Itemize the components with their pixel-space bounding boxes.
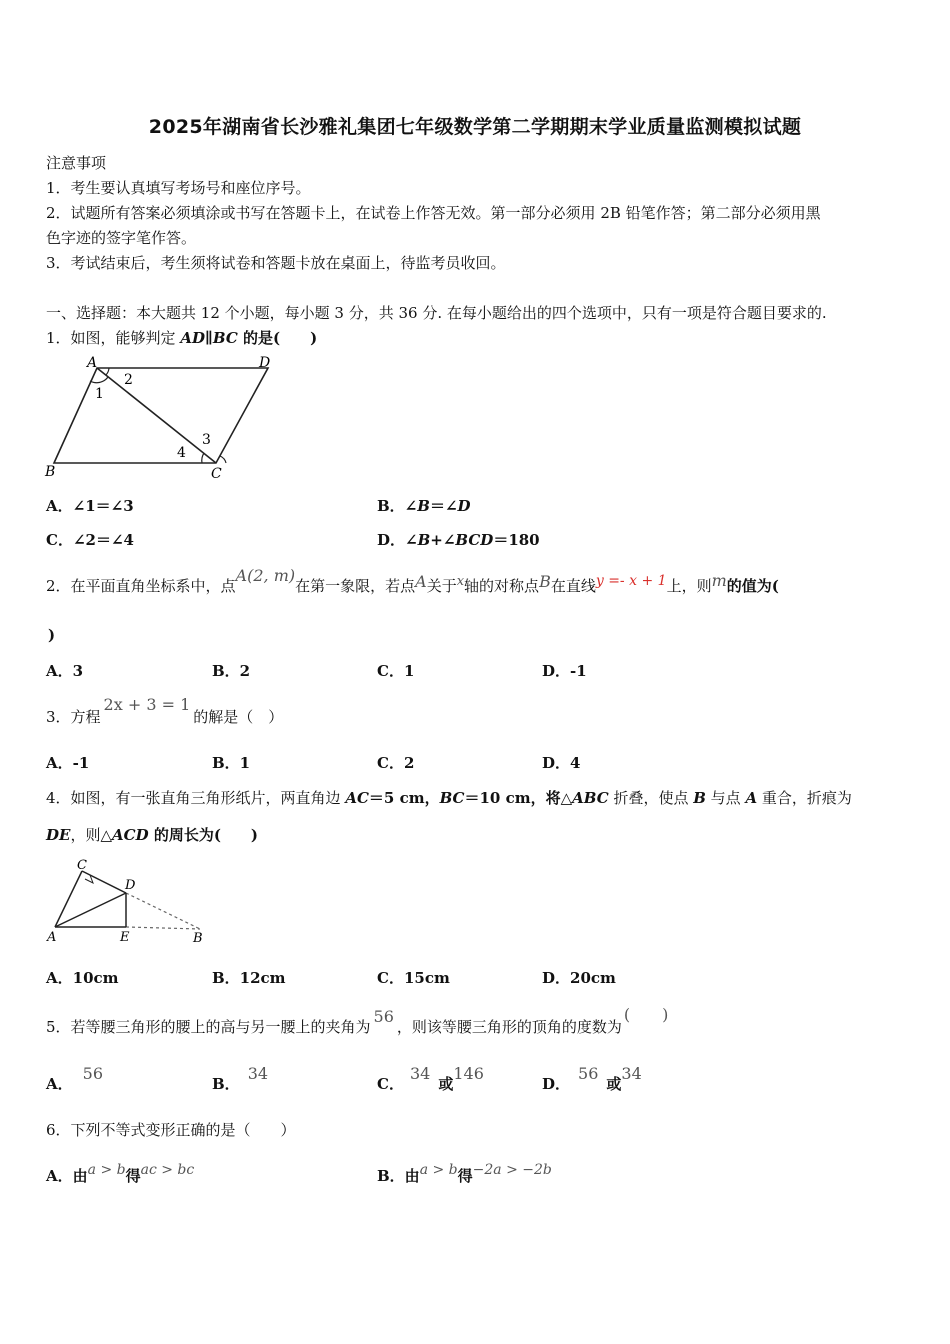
q2-math-line: y =- x + 1	[595, 573, 667, 589]
q1-option-d: D．∠B+∠BCD＝180	[377, 531, 540, 549]
q2-option-b: B．2	[212, 662, 251, 680]
q1-label-b: B	[45, 464, 56, 480]
q6-option-a: A．由a > b得ac > bc	[46, 1162, 195, 1185]
q5-paren: ( )	[623, 1005, 669, 1024]
q4-folded-eb	[126, 927, 200, 929]
q3-option-a: A．-1	[46, 754, 90, 772]
q6-stem: 6．下列不等式变形正确的是（ ）	[46, 1121, 296, 1139]
q4-label-c: C	[77, 858, 87, 873]
notice-item-2b: 色字迹的签字笔作答。	[46, 229, 197, 247]
q1-angle-4-arc	[202, 453, 204, 463]
q1-label-a: A	[87, 355, 98, 371]
q4-stem-line-1: 4．如图，有一张直角三角形纸片，两直角边 AC＝5 cm，BC＝10 cm，将△ABC 折叠，使点 B 与点 A 重合，折痕为	[46, 789, 852, 807]
q1-parallelogram-figure	[40, 352, 280, 484]
q1-label-3: 3	[202, 432, 211, 448]
notice-item-3: 3．考试结束后，考生须将试卷和答题卡放在桌面上，待监考员收回。	[46, 254, 506, 272]
section-heading: 一、选择题：本大题共 12 个小题，每小题 3 分，共 36 分. 在每小题给出的四个选项中，只有一项是符合题目要求的.	[46, 304, 827, 322]
q1-label-c: C	[211, 466, 222, 482]
q2-option-d: D．-1	[542, 662, 587, 680]
q6-option-b: B．由a > b得−2a > −2b	[377, 1162, 552, 1185]
q3-option-c: C．2	[377, 754, 415, 772]
notice-item-1: 1．考生要认真填写考场号和座位序号。	[46, 179, 311, 197]
q3-stem: 3．方程2x + 3 = 1的解是（ ）	[46, 695, 284, 726]
q1-stem-math: AD∥BC	[180, 329, 238, 347]
q4-label-e: E	[120, 930, 130, 945]
q5-option-d: D．56或34	[542, 1064, 642, 1093]
q4-side-ac	[55, 871, 82, 927]
q4-side-cd	[82, 871, 126, 893]
q5-option-b: B．34	[212, 1064, 269, 1093]
q1-option-a: A．∠1＝∠3	[46, 497, 134, 515]
q1-stem	[46, 327, 317, 348]
q1-label-2: 2	[124, 372, 133, 388]
q2-stem: 2．在平面直角坐标系中，点A(2, m)在第一象限，若点A关于x轴的对称点B在直线y =- x + 1上，则m的值为(	[46, 566, 779, 595]
q5-angle-value: 56	[373, 1007, 394, 1026]
q4-label-a: A	[47, 930, 57, 945]
q2-math-point: A(2, m)	[235, 566, 296, 585]
q1-label-d: D	[259, 355, 271, 371]
q4-stem-line-2: DE，则△ACD 的周长为( )	[46, 826, 259, 844]
notice-heading: 注意事项	[46, 154, 107, 172]
q4-segment-ad	[55, 893, 126, 927]
q1-option-c: C．∠2＝∠4	[46, 531, 134, 549]
q4-option-b: B．12cm	[212, 969, 286, 987]
q4-triangle-figure	[42, 853, 214, 947]
q1-angle-3-arc	[220, 456, 226, 463]
q2-option-c: C．1	[377, 662, 415, 680]
q2-stem-close: )	[48, 626, 56, 644]
q5-option-c: C．34或146	[377, 1064, 484, 1093]
page-title: 2025年湖南省长沙雅礼集团七年级数学第二学期期末学业质量监测模拟试题	[148, 116, 802, 138]
notice-item-2a: 2．试题所有答案必须填涂或书写在答题卡上，在试卷上作答无效。第一部分必须用 2B 铅笔作答；第二部分必须用黑	[46, 204, 821, 222]
q3-option-d: D．4	[542, 754, 581, 772]
q5-option-a: A．56	[46, 1064, 103, 1093]
q5-stem: 5．若等腰三角形的腰上的高与另一腰上的夹角为56，则该等腰三角形的顶角的度数为( )	[46, 1005, 669, 1036]
q1-label-4: 4	[177, 445, 186, 461]
q3-equation: 2x + 3 = 1	[103, 695, 191, 714]
q4-option-c: C．15cm	[377, 969, 450, 987]
q1-stem-suffix: 的是( )	[237, 329, 318, 347]
q1-option-b: B．∠B＝∠D	[377, 497, 471, 515]
q4-label-d: D	[125, 878, 136, 893]
q4-folded-db	[126, 893, 200, 929]
q4-option-a: A．10cm	[46, 969, 119, 987]
q1-stem-prefix: 1．如图，能够判定	[46, 329, 181, 347]
q4-label-b: B	[193, 931, 203, 946]
q1-parallelogram	[54, 368, 268, 463]
q3-option-b: B．1	[212, 754, 251, 772]
q1-angle-2-arc	[106, 368, 109, 375]
q1-label-1: 1	[95, 386, 104, 402]
q2-option-a: A．3	[46, 662, 84, 680]
q4-option-d: D．20cm	[542, 969, 616, 987]
q1-diagonal-ac	[97, 368, 216, 463]
